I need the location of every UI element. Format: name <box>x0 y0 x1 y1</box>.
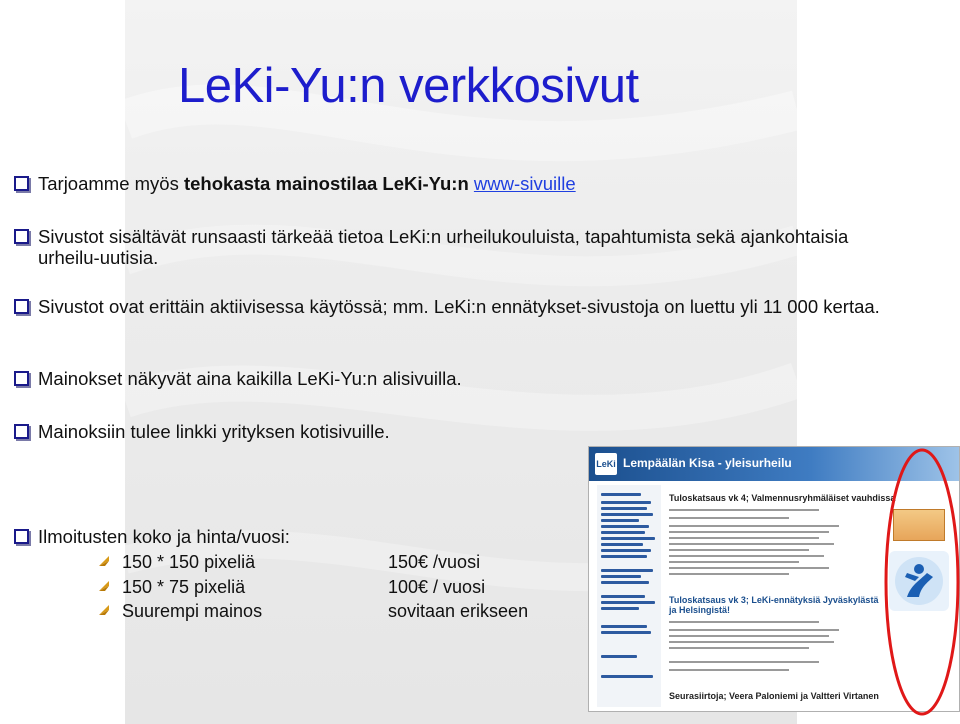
screenshot-sidebar <box>597 485 661 707</box>
text-line <box>669 641 834 643</box>
text-line <box>669 549 809 551</box>
highlight-ellipse <box>883 447 960 717</box>
checkbox-bullet-icon <box>14 529 29 544</box>
sidebar-line <box>601 501 651 504</box>
website-link[interactable]: www-sivuille <box>473 173 576 194</box>
bullet-text: Ilmoitusten koko ja hinta/vuosi: <box>38 526 290 547</box>
sidebar-line <box>601 549 651 552</box>
bullet-bold-text: tehokasta mainostilaa LeKi-Yu:n <box>183 173 474 194</box>
sidebar-line <box>601 607 639 610</box>
sidebar-line <box>601 675 653 678</box>
text-line <box>669 509 819 511</box>
text-line <box>669 573 789 575</box>
sidebar-line <box>601 601 655 604</box>
sidebar-line <box>601 555 647 558</box>
screenshot-headline: Tuloskatsaus vk 4; Valmennusryhmäläiset vauhdissa <box>669 493 896 503</box>
sidebar-line <box>601 513 653 516</box>
ad-size: 150 * 150 pixeliä <box>122 552 256 572</box>
arrow-bullet-icon <box>98 555 110 567</box>
sidebar-line <box>601 525 649 528</box>
bullet-text: Sivustot sisältävät runsaasti tärkeää tietoa LeKi:n urheilukouluista, tapahtumista sekä ajankohtaisia urheilu-uutisia. <box>38 226 849 268</box>
text-line <box>669 621 819 623</box>
ad-price: 100€ / vuosi <box>388 577 486 597</box>
text-line <box>669 543 834 545</box>
checkbox-bullet-icon <box>14 229 29 244</box>
sidebar-line <box>601 631 651 634</box>
leki-logo: LeKi <box>595 453 617 475</box>
slide-title: LeKi-Yu:n verkkosivut <box>178 59 639 113</box>
sidebar-line <box>601 493 641 496</box>
bullet-text: Tarjoamme myös <box>38 173 184 194</box>
bullet-text: Mainokset näkyvät aina kaikilla LeKi-Yu:n alisivuilla. <box>38 368 462 389</box>
screenshot-site-title: Lempäälän Kisa - yleisurheilu <box>623 456 792 470</box>
sidebar-line <box>601 581 649 584</box>
text-line <box>669 517 789 519</box>
checkbox-bullet-icon <box>14 371 29 386</box>
text-line <box>669 555 824 557</box>
sidebar-line <box>601 519 639 522</box>
sidebar-line <box>601 625 647 628</box>
sidebar-line <box>601 537 655 540</box>
ad-price: sovitaan erikseen <box>388 601 529 621</box>
text-line <box>669 661 819 663</box>
bullet-text: Sivustot ovat erittäin aktiivisessa käytössä; mm. LeKi:n ennätykset-sivustoja on luettu yli 11 000 kertaa. <box>38 296 880 317</box>
ad-size: Suurempi mainos <box>122 601 263 621</box>
text-line <box>669 635 829 637</box>
sidebar-line <box>601 507 647 510</box>
text-line <box>669 647 809 649</box>
sidebar-line <box>601 531 645 534</box>
sidebar-line <box>601 575 641 578</box>
checkbox-bullet-icon <box>14 299 29 314</box>
ad-price: 150€ /vuosi <box>388 552 481 572</box>
text-line <box>669 669 789 671</box>
sidebar-line <box>601 543 643 546</box>
sidebar-line <box>601 569 653 572</box>
text-line <box>669 531 829 533</box>
screenshot-headline: Seurasiirtoja; Veera Paloniemi ja Valtteri Virtanen <box>669 691 879 701</box>
arrow-bullet-icon <box>98 604 110 616</box>
screenshot-main-column <box>665 485 896 707</box>
sidebar-line <box>601 655 637 658</box>
checkbox-bullet-icon <box>14 176 29 191</box>
text-line <box>669 567 829 569</box>
bullet-text: Mainoksiin tulee linkki yrityksen kotisivuille. <box>38 421 390 442</box>
screenshot-headline: Tuloskatsaus vk 3; LeKi-ennätyksiä Jyväskylästä ja Helsingistä! <box>669 595 879 615</box>
sidebar-line <box>601 595 645 598</box>
text-line <box>669 561 799 563</box>
text-line <box>669 537 819 539</box>
arrow-bullet-icon <box>98 580 110 592</box>
ad-size: 150 * 75 pixeliä <box>122 577 246 597</box>
checkbox-bullet-icon <box>14 424 29 439</box>
text-line <box>669 629 839 631</box>
text-line <box>669 525 839 527</box>
